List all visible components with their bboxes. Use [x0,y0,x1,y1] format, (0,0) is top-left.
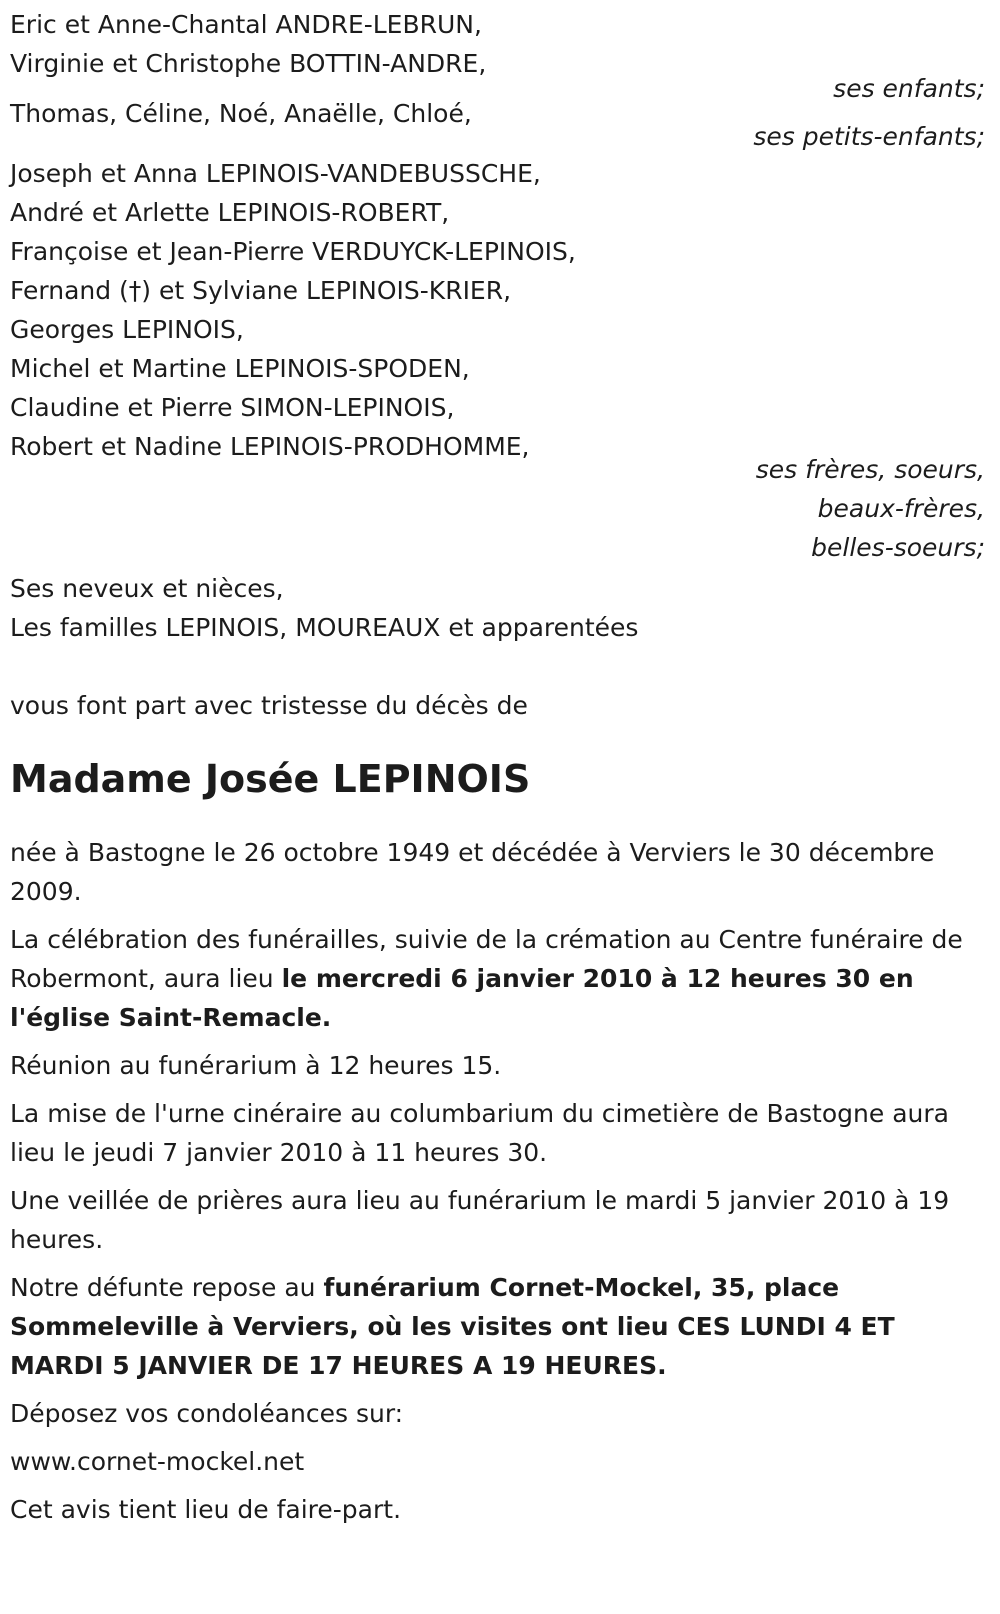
website-link[interactable]: www.cornet-mockel.net [10,1447,305,1476]
family-line: Claudine et Pierre SIMON-LEPINOIS, [10,393,455,422]
family-line: Françoise et Jean-Pierre VERDUYCK-LEPINOIS, [10,237,576,266]
relation-label: ses petits-enfants; [753,122,985,151]
meeting-info: Réunion au funérarium à 12 heures 15. [10,1051,502,1080]
family-line: Les familles LEPINOIS, MOUREAUX et apparentées [10,613,639,642]
relation-label: ses frères, soeurs, beaux-frères, belles-soeurs; [755,455,985,562]
deceased-name: Madame Josée LEPINOIS [10,757,531,801]
family-line: Joseph et Anna LEPINOIS-VANDEBUSSCHE, [10,159,541,188]
vigil-info: Une veillée de prières aura lieu au funérarium le mardi 5 janvier 2010 à 19 heures. [10,1186,950,1254]
family-line: Fernand (†) et Sylviane LEPINOIS-KRIER, [10,276,512,305]
children-group [10,5,985,108]
family-line: Virginie et Christophe BOTTIN-ANDRE, [10,49,487,78]
condolences-label: Déposez vos condoléances sur: [10,1399,404,1428]
ceremony-intro: La célébration des funérailles, suivie de la crémation au Centre funéraire de Robermont, aura lieu [10,925,963,993]
repose-intro: Notre défunte repose au [10,1273,324,1302]
ceremony-details: le mercredi 6 janvier 2010 à 12 heures 30 en l'église Saint-Remacle. [10,964,914,1032]
closing-text: Cet avis tient lieu de faire-part. [10,1495,402,1524]
repose-details: funérarium Cornet-Mockel, 35, place Sommeleville à Verviers, où les visites ont lieu CES LUNDI 4 ET MARDI 5 JANVIER DE 17 HEURES A 19 HEURES. [10,1273,895,1380]
siblings-group [10,154,985,567]
extended-family-group [10,569,985,647]
urn-info: La mise de l'urne cinéraire au columbarium du cimetière de Bastogne aura lieu le jeudi 7 janvier 2010 à 11 heures 30. [10,1099,949,1167]
family-line: Thomas, Céline, Noé, Anaëlle, Chloé, [10,99,472,128]
announcement-text: vous font part avec tristesse du décès de [10,691,528,720]
birth-death-info: née à Bastogne le 26 octobre 1949 et décédée à Verviers le 30 décembre 2009. [10,838,935,906]
ceremony-info [10,920,975,1037]
obituary-content [10,0,985,1529]
family-line: Ses neveux et nièces, [10,574,284,603]
relation-label: ses enfants; [833,74,985,103]
family-line: Robert et Nadine LEPINOIS-PRODHOMME, [10,432,530,461]
family-line: Georges LEPINOIS, [10,315,244,344]
family-line: Michel et Martine LEPINOIS-SPODEN, [10,354,470,383]
family-line: Eric et Anne-Chantal ANDRE-LEBRUN, [10,10,482,39]
family-line: André et Arlette LEPINOIS-ROBERT, [10,198,450,227]
repose-info [10,1268,975,1385]
